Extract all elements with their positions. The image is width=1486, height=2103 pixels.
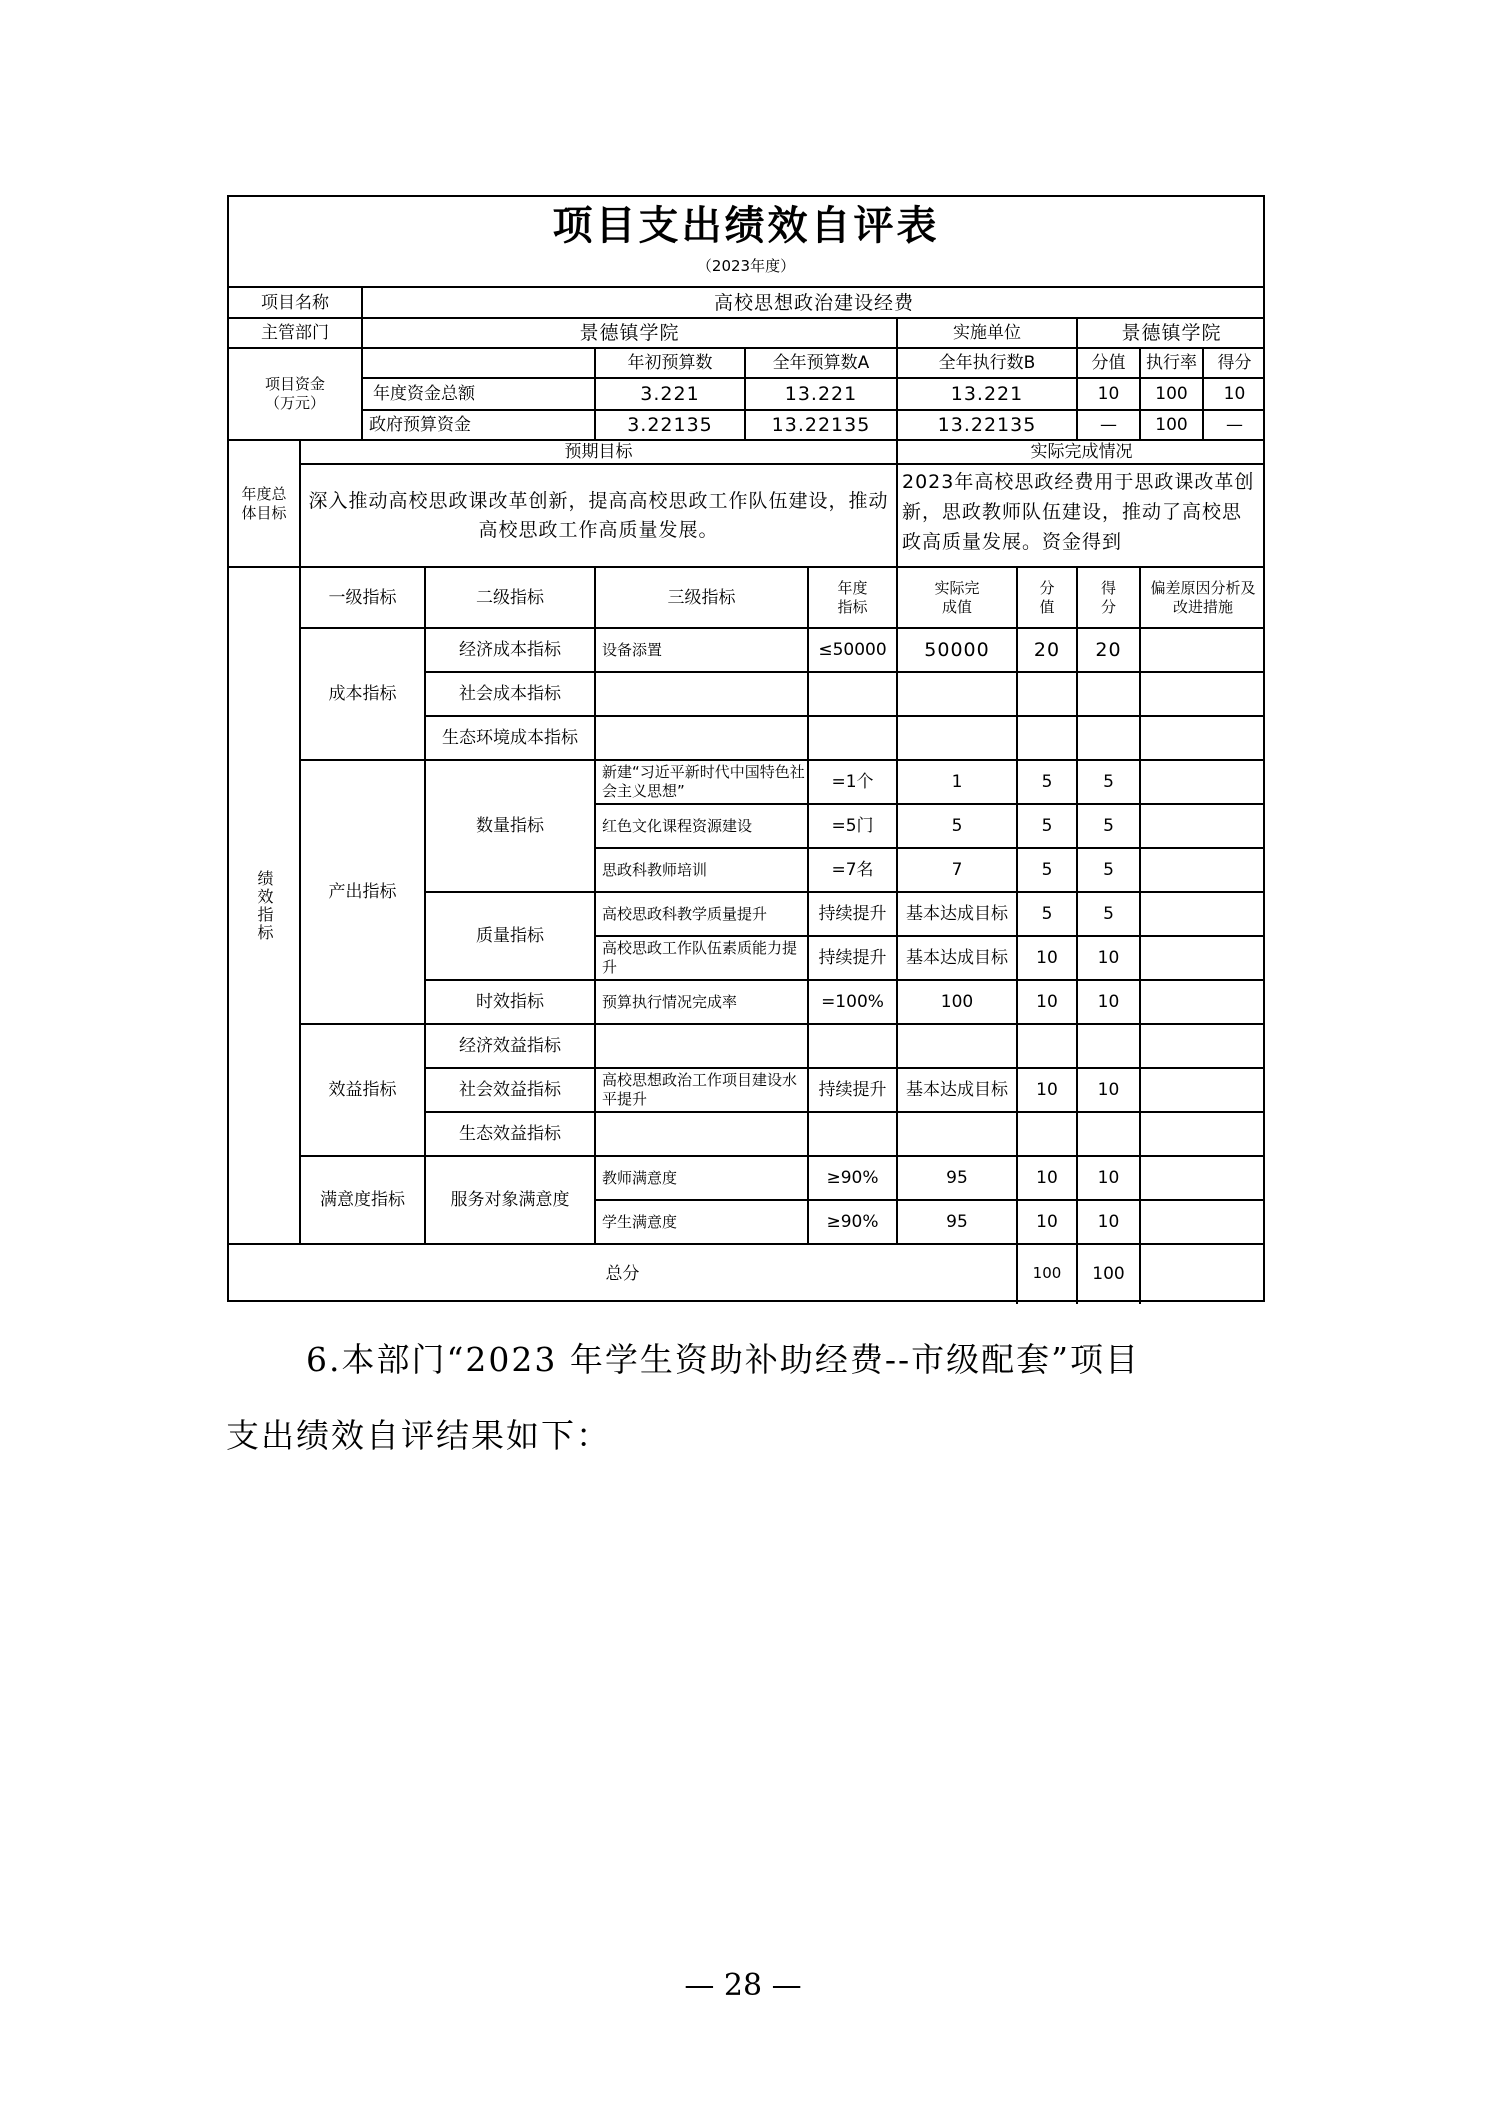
funds-annual: 13.221 — [784, 383, 858, 405]
group-benefit: 效益指标 — [328, 1080, 397, 1100]
sub-timeliness: 时效指标 — [476, 992, 544, 1012]
indicator-target: ≤50000 — [818, 640, 887, 660]
group-output: 产出指标 — [328, 882, 397, 902]
funds-score: — — [1226, 415, 1243, 435]
sub-quantity: 数量指标 — [476, 816, 544, 836]
group-satisfaction: 满意度指标 — [320, 1190, 405, 1210]
impl-label: 实施单位 — [953, 323, 1021, 343]
goals-label: 年度总体目标 — [241, 484, 287, 522]
expected-goal: 深入推动高校思政课改革创新，提高高校思政工作队伍建设，推动高校思政工作高质量发展。 — [308, 489, 889, 541]
funds-initial: 3.22135 — [627, 414, 713, 436]
funds-executed: 13.22135 — [937, 414, 1037, 436]
body-paragraph-line1: 6.本部门“2023 年学生资助补助经费--市级配套”项目 — [306, 1340, 1140, 1379]
header-score: 得分 — [1100, 578, 1116, 616]
indicators-side-label: 绩效指标 — [255, 869, 274, 942]
dept-label: 主管部门 — [261, 323, 329, 343]
indicator-level3: 设备添置 — [602, 640, 663, 659]
indicator-score: 5 — [1103, 772, 1114, 792]
indicator-score-value: 20 — [1033, 639, 1061, 661]
total-score: 100 — [1092, 1263, 1125, 1284]
indicator-actual: 50000 — [924, 639, 990, 661]
actual-completion: 2023年高校思政经费用于思政课改革创新，思政教师队伍建设，推动了高校思政高质量发展。资金得到 — [902, 471, 1255, 553]
total-score-value: 100 — [1032, 1264, 1062, 1282]
indicator-level3: 新建“习近平新时代中国特色社会主义思想” — [602, 763, 805, 800]
sub-econ-benefit: 经济效益指标 — [459, 1036, 561, 1056]
indicator-actual: 100 — [940, 992, 974, 1012]
indicator-actual: 95 — [946, 1168, 968, 1188]
indicator-score-value: 5 — [1041, 904, 1053, 924]
indicator-target: 持续提升 — [818, 948, 887, 968]
header-level1: 一级指标 — [328, 587, 397, 608]
group-cost: 成本指标 — [328, 684, 397, 704]
funds-header: 年初预算数 — [627, 353, 713, 373]
funds-initial: 3.221 — [640, 383, 700, 405]
total-label: 总分 — [605, 1263, 640, 1284]
funds-header: 得分 — [1217, 353, 1252, 373]
funds-row-name: 政府预算资金 — [369, 415, 471, 435]
indicator-actual: 基本达成目标 — [906, 1080, 1008, 1100]
sub-eco-benefit: 生态效益指标 — [459, 1124, 561, 1144]
header-target: 年度指标 — [837, 578, 868, 616]
indicator-target: =1个 — [831, 772, 874, 792]
funds-header: 分值 — [1091, 353, 1126, 373]
impl-unit: 景德镇学院 — [1121, 322, 1222, 344]
expected-header: 预期目标 — [564, 442, 633, 462]
funds-header: 全年预算数A — [772, 353, 870, 373]
page-number: — 28 — — [684, 1968, 802, 2003]
indicator-target: =5门 — [831, 816, 874, 836]
sub-social-benefit: 社会效益指标 — [459, 1080, 561, 1100]
indicator-target: =100% — [821, 992, 884, 1012]
funds-annual: 13.22135 — [771, 414, 871, 436]
indicator-level3: 教师满意度 — [602, 1168, 678, 1187]
indicator-level3: 学生满意度 — [602, 1212, 678, 1231]
indicator-target: 持续提升 — [818, 904, 887, 924]
indicator-level3: 思政科教师培训 — [602, 860, 708, 879]
indicator-score-value: 5 — [1041, 816, 1053, 836]
indicator-target: 持续提升 — [818, 1080, 887, 1100]
actual-header: 实际完成情况 — [1030, 442, 1133, 462]
sub-econ-cost: 经济成本指标 — [459, 640, 561, 660]
indicator-score-value: 10 — [1036, 1080, 1058, 1100]
header-actual: 实际完成值 — [934, 578, 980, 616]
indicator-score-value: 10 — [1036, 992, 1058, 1012]
indicator-actual: 1 — [951, 772, 963, 792]
funds-score: 10 — [1223, 384, 1246, 404]
indicator-target: ≥90% — [826, 1168, 879, 1188]
indicator-score-value: 10 — [1036, 1168, 1058, 1188]
sub-eco-cost: 生态环境成本指标 — [442, 728, 578, 748]
funds-header: 全年执行数B — [938, 353, 1036, 373]
indicator-target: =7名 — [831, 860, 874, 880]
indicator-actual: 基本达成目标 — [906, 904, 1008, 924]
project-name: 高校思想政治建设经费 — [713, 291, 914, 314]
funds-rate: 100 — [1155, 415, 1188, 435]
indicator-score-value: 5 — [1041, 860, 1053, 880]
indicator-score: 10 — [1097, 1168, 1120, 1188]
indicator-score: 10 — [1097, 1080, 1120, 1100]
funds-label: 项目资金（万元） — [264, 375, 325, 412]
indicator-actual: 5 — [951, 816, 963, 836]
header-score-value: 分值 — [1039, 578, 1055, 616]
funds-score-value: 10 — [1097, 384, 1120, 404]
indicator-level3: 高校思政科教学质量提升 — [602, 904, 768, 923]
header-deviation: 偏差原因分析及改进措施 — [1150, 578, 1256, 616]
funds-score-value: — — [1100, 415, 1117, 435]
header-level2: 二级指标 — [476, 587, 544, 608]
sub-service: 服务对象满意度 — [450, 1190, 570, 1210]
indicator-level3: 红色文化课程资源建设 — [602, 816, 753, 835]
project-name-label: 项目名称 — [261, 292, 329, 313]
funds-rate: 100 — [1155, 384, 1188, 404]
sub-social-cost: 社会成本指标 — [459, 684, 561, 704]
indicator-score: 5 — [1103, 860, 1114, 880]
indicator-actual: 基本达成目标 — [906, 948, 1008, 968]
sub-quality: 质量指标 — [476, 926, 544, 946]
indicator-score: 10 — [1097, 1212, 1120, 1232]
indicator-score: 5 — [1103, 904, 1114, 924]
indicator-target: ≥90% — [826, 1212, 879, 1232]
indicator-level3: 预算执行情况完成率 — [602, 992, 738, 1011]
indicator-actual: 7 — [951, 860, 963, 880]
indicator-score: 20 — [1095, 639, 1122, 661]
indicator-score-value: 5 — [1041, 772, 1053, 792]
dept-value: 景德镇学院 — [579, 322, 680, 344]
form-year: （2023年度） — [696, 257, 796, 275]
funds-executed: 13.221 — [950, 383, 1024, 405]
funds-header: 执行率 — [1146, 353, 1197, 373]
indicator-level3: 高校思政工作队伍素质能力提升 — [602, 939, 798, 976]
indicator-level3: 高校思想政治工作项目建设水平提升 — [602, 1071, 798, 1108]
indicator-score-value: 10 — [1036, 948, 1058, 968]
form-title: 项目支出绩效自评表 — [552, 202, 940, 249]
performance-self-evaluation-form — [227, 195, 1265, 1302]
header-level3: 三级指标 — [667, 587, 736, 608]
indicator-score: 5 — [1103, 816, 1114, 836]
indicator-score-value: 10 — [1036, 1212, 1058, 1232]
indicator-score: 10 — [1097, 948, 1120, 968]
funds-row-name: 年度资金总额 — [373, 384, 475, 404]
body-paragraph-line2: 支出绩效自评结果如下： — [226, 1416, 611, 1455]
indicator-actual: 95 — [946, 1212, 968, 1232]
indicator-score: 10 — [1097, 992, 1120, 1012]
